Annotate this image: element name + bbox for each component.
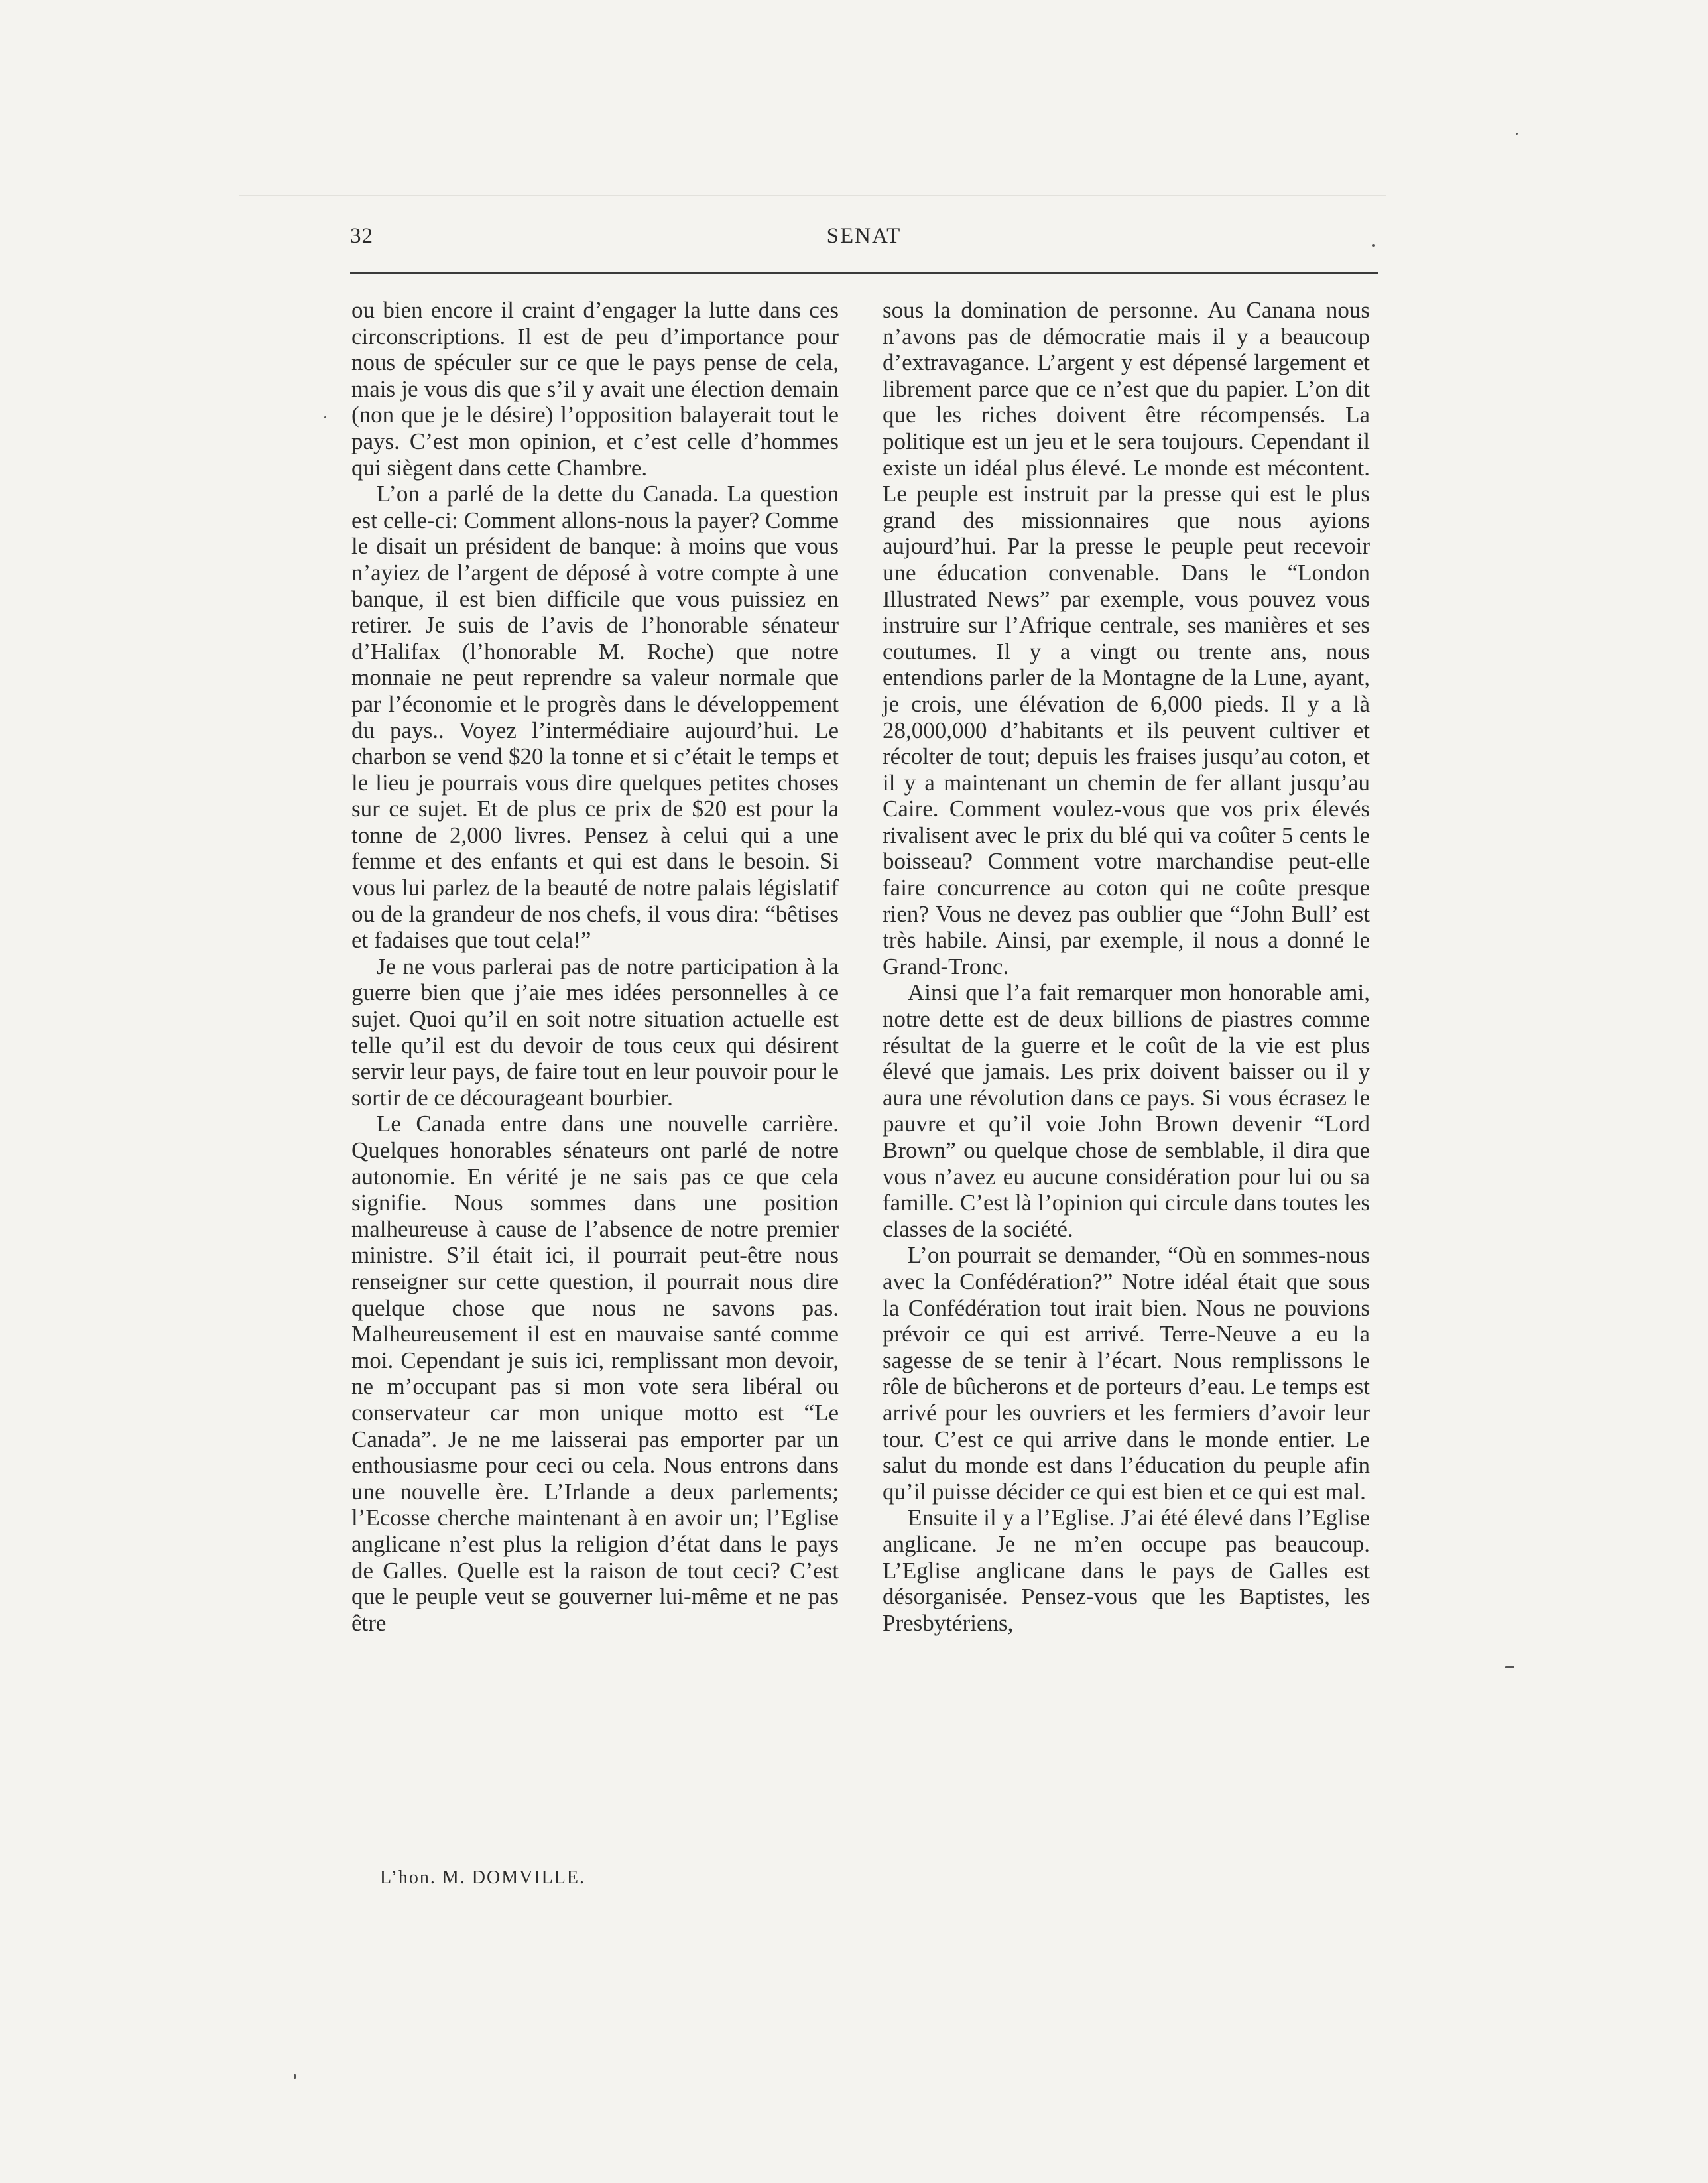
- right-paragraph-1: sous la domination de personne. Au Canana nous n’avons pas de démocratie mais il y a beaucoup d’extravagance. L’argent y est dépensé largement et librement parce que ce n’est que du papier. L’on dit que les riches doivent être récompensés. La politique est un jeu et le sera toujours. Cependant il existe un idéal plus élevé. Le monde est mécontent. Le peuple est instruit par la presse qui est le plus grand des missionnaires que nous ayions aujourd’hui. Par la presse le peuple peut recevoir une éducation convenable. Dans le “London Illustrated News” par exemple, vous pouvez vous instruire sur l’Afrique centrale, ses manières et ses coutumes. Il y a vingt ou trente ans, nous entendions parler de la Montagne de la Lune, ayant, je crois, une élévation de 6,000 pieds. Il y a là 28,000,000 d’habitants et ils peuvent cultiver et récolter de tout; depuis les fraises jusqu’au coton, et il y a maintenant un chemin de fer allant jusqu’au Caire. Comment voulez-vous que vos prix élevés rivalisent avec le prix du blé qui va coûter 5 cents le boisseau? Comment votre marchandise peut-elle faire concurrence au coton qui ne coûte presque rien? Vous ne devez pas oublier que “John Bull’ est très habile. Ainsi, par exemple, il nous a donné le Grand-Tronc.: [883, 297, 1370, 979]
- scan-speck: [294, 2074, 296, 2079]
- header-rule: [350, 272, 1378, 274]
- scan-speck: [1516, 133, 1518, 135]
- scan-speck: [1505, 1666, 1514, 1668]
- left-paragraph-1: ou bien encore il craint d’engager la lutte dans ces circonscriptions. Il est de peu d’importance pour nous de spéculer sur ce que le pays pense de cela, mais je vous dis que s’il y avait une élection demain (non que je le désire) l’opposition balayerait tout le pays. C’est mon opinion, et c’est celle d’hommes qui siègent dans cette Chambre.: [351, 297, 839, 481]
- speaker-footer: L’hon. M. DOMVILLE.: [380, 1867, 585, 1888]
- left-paragraph-3: Je ne vous parlerai pas de notre participation à la guerre bien que j’aie mes idées personnelles à ce sujet. Quoi qu’il en soit notre situation actuelle est telle qu’il est du devoir de tous ceux qui désirent servir leur pays, de faire tout en leur pouvoir pour le sortir de ce décourageant bourbier.: [351, 953, 839, 1111]
- scan-fold-line: [239, 195, 1386, 196]
- scan-speck: [1372, 244, 1375, 247]
- left-column: [351, 297, 839, 1636]
- page-number: 32: [350, 224, 373, 248]
- right-column: [883, 297, 1370, 1636]
- scan-speck: [324, 416, 326, 418]
- right-paragraph-4: Ensuite il y a l’Eglise. J’ai été élevé dans l’Eglise anglicane. Je ne m’en occupe pas beaucoup. L’Eglise anglicane dans le pays de Galles est désorganisée. Pensez-vous que les Baptistes, les Presbytériens,: [883, 1505, 1370, 1636]
- page-title: SENAT: [826, 224, 902, 248]
- page-header: [350, 224, 1378, 264]
- right-paragraph-3: L’on pourrait se demander, “Où en sommes-nous avec la Confédération?” Notre idéal était que sous la Confédération tout irait bien. Nous ne pouvions prévoir ce qui est arrivé. Terre-Neuve a eu la sagesse de se tenir à l’écart. Nous remplissons le rôle de bûcherons et de porteurs d’eau. Le temps est arrivé pour les ouvriers et les fermiers d’avoir leur tour. C’est ce qui arrive dans le monde entier. Le salut du monde est dans l’éducation du peuple afin qu’il puisse décider ce qui est bien et ce qui est mal.: [883, 1242, 1370, 1505]
- left-paragraph-4: Le Canada entre dans une nouvelle carrière. Quelques honorables sénateurs ont parlé de notre autonomie. En vérité je ne sais pas ce que cela signifie. Nous sommes dans une position malheureuse à cause de l’absence de notre premier ministre. S’il était ici, il pourrait peut-être nous renseigner sur cette question, il pourrait nous dire quelque chose que nous ne savons pas. Malheureusement il est en mauvaise santé comme moi. Cependant je suis ici, remplissant mon devoir, ne m’occupant pas si mon vote sera libéral ou conservateur car mon unique motto est “Le Canada”. Je ne me laisserai pas emporter par un enthousiasme pour ceci ou cela. Nous entrons dans une nouvelle ère. L’Irlande a deux parlements; l’Ecosse cherche maintenant à en avoir un; l’Eglise anglicane n’est plus la religion d’état dans le pays de Galles. Quelle est la raison de tout ceci? C’est que le peuple veut se gouverner lui-même et ne pas être: [351, 1111, 839, 1636]
- right-paragraph-2: Ainsi que l’a fait remarquer mon honorable ami, notre dette est de deux billions de piastres comme résultat de la guerre et le coût de la vie est plus élevé que jamais. Les prix doivent baisser ou il y aura une révolution dans ce pays. Si vous écrasez le pauvre et qu’il voie John Brown devenir “Lord Brown” ou quelque chose de semblable, il dira que vous n’avez eu aucune considération pour lui ou sa famille. C’est là l’opinion qui circule dans toutes les classes de la société.: [883, 979, 1370, 1242]
- left-paragraph-2: L’on a parlé de la dette du Canada. La question est celle-ci: Comment allons-nous la payer? Comme le disait un président de banque: à moins que vous n’ayiez de l’argent de déposé à votre compte à une banque, il est bien difficile que vous puissiez en retirer. Je suis de l’avis de l’honorable sénateur d’Halifax (l’honorable M. Roche) que notre monnaie ne peut reprendre sa valeur normale que par l’économie et le progrès dans le développement du pays.. Voyez l’intermédiaire aujourd’hui. Le charbon se vend $20 la tonne et si c’était le temps et le lieu je pourrais vous dire quelques petites choses sur ce sujet. Et de plus ce prix de $20 est pour la tonne de 2,000 livres. Pensez à celui qui a une femme et des enfants et qui est dans le besoin. Si vous lui parlez de la beauté de notre palais législatif ou de la grandeur de nos chefs, il vous dira: “bêtises et fadaises que tout cela!”: [351, 481, 839, 954]
